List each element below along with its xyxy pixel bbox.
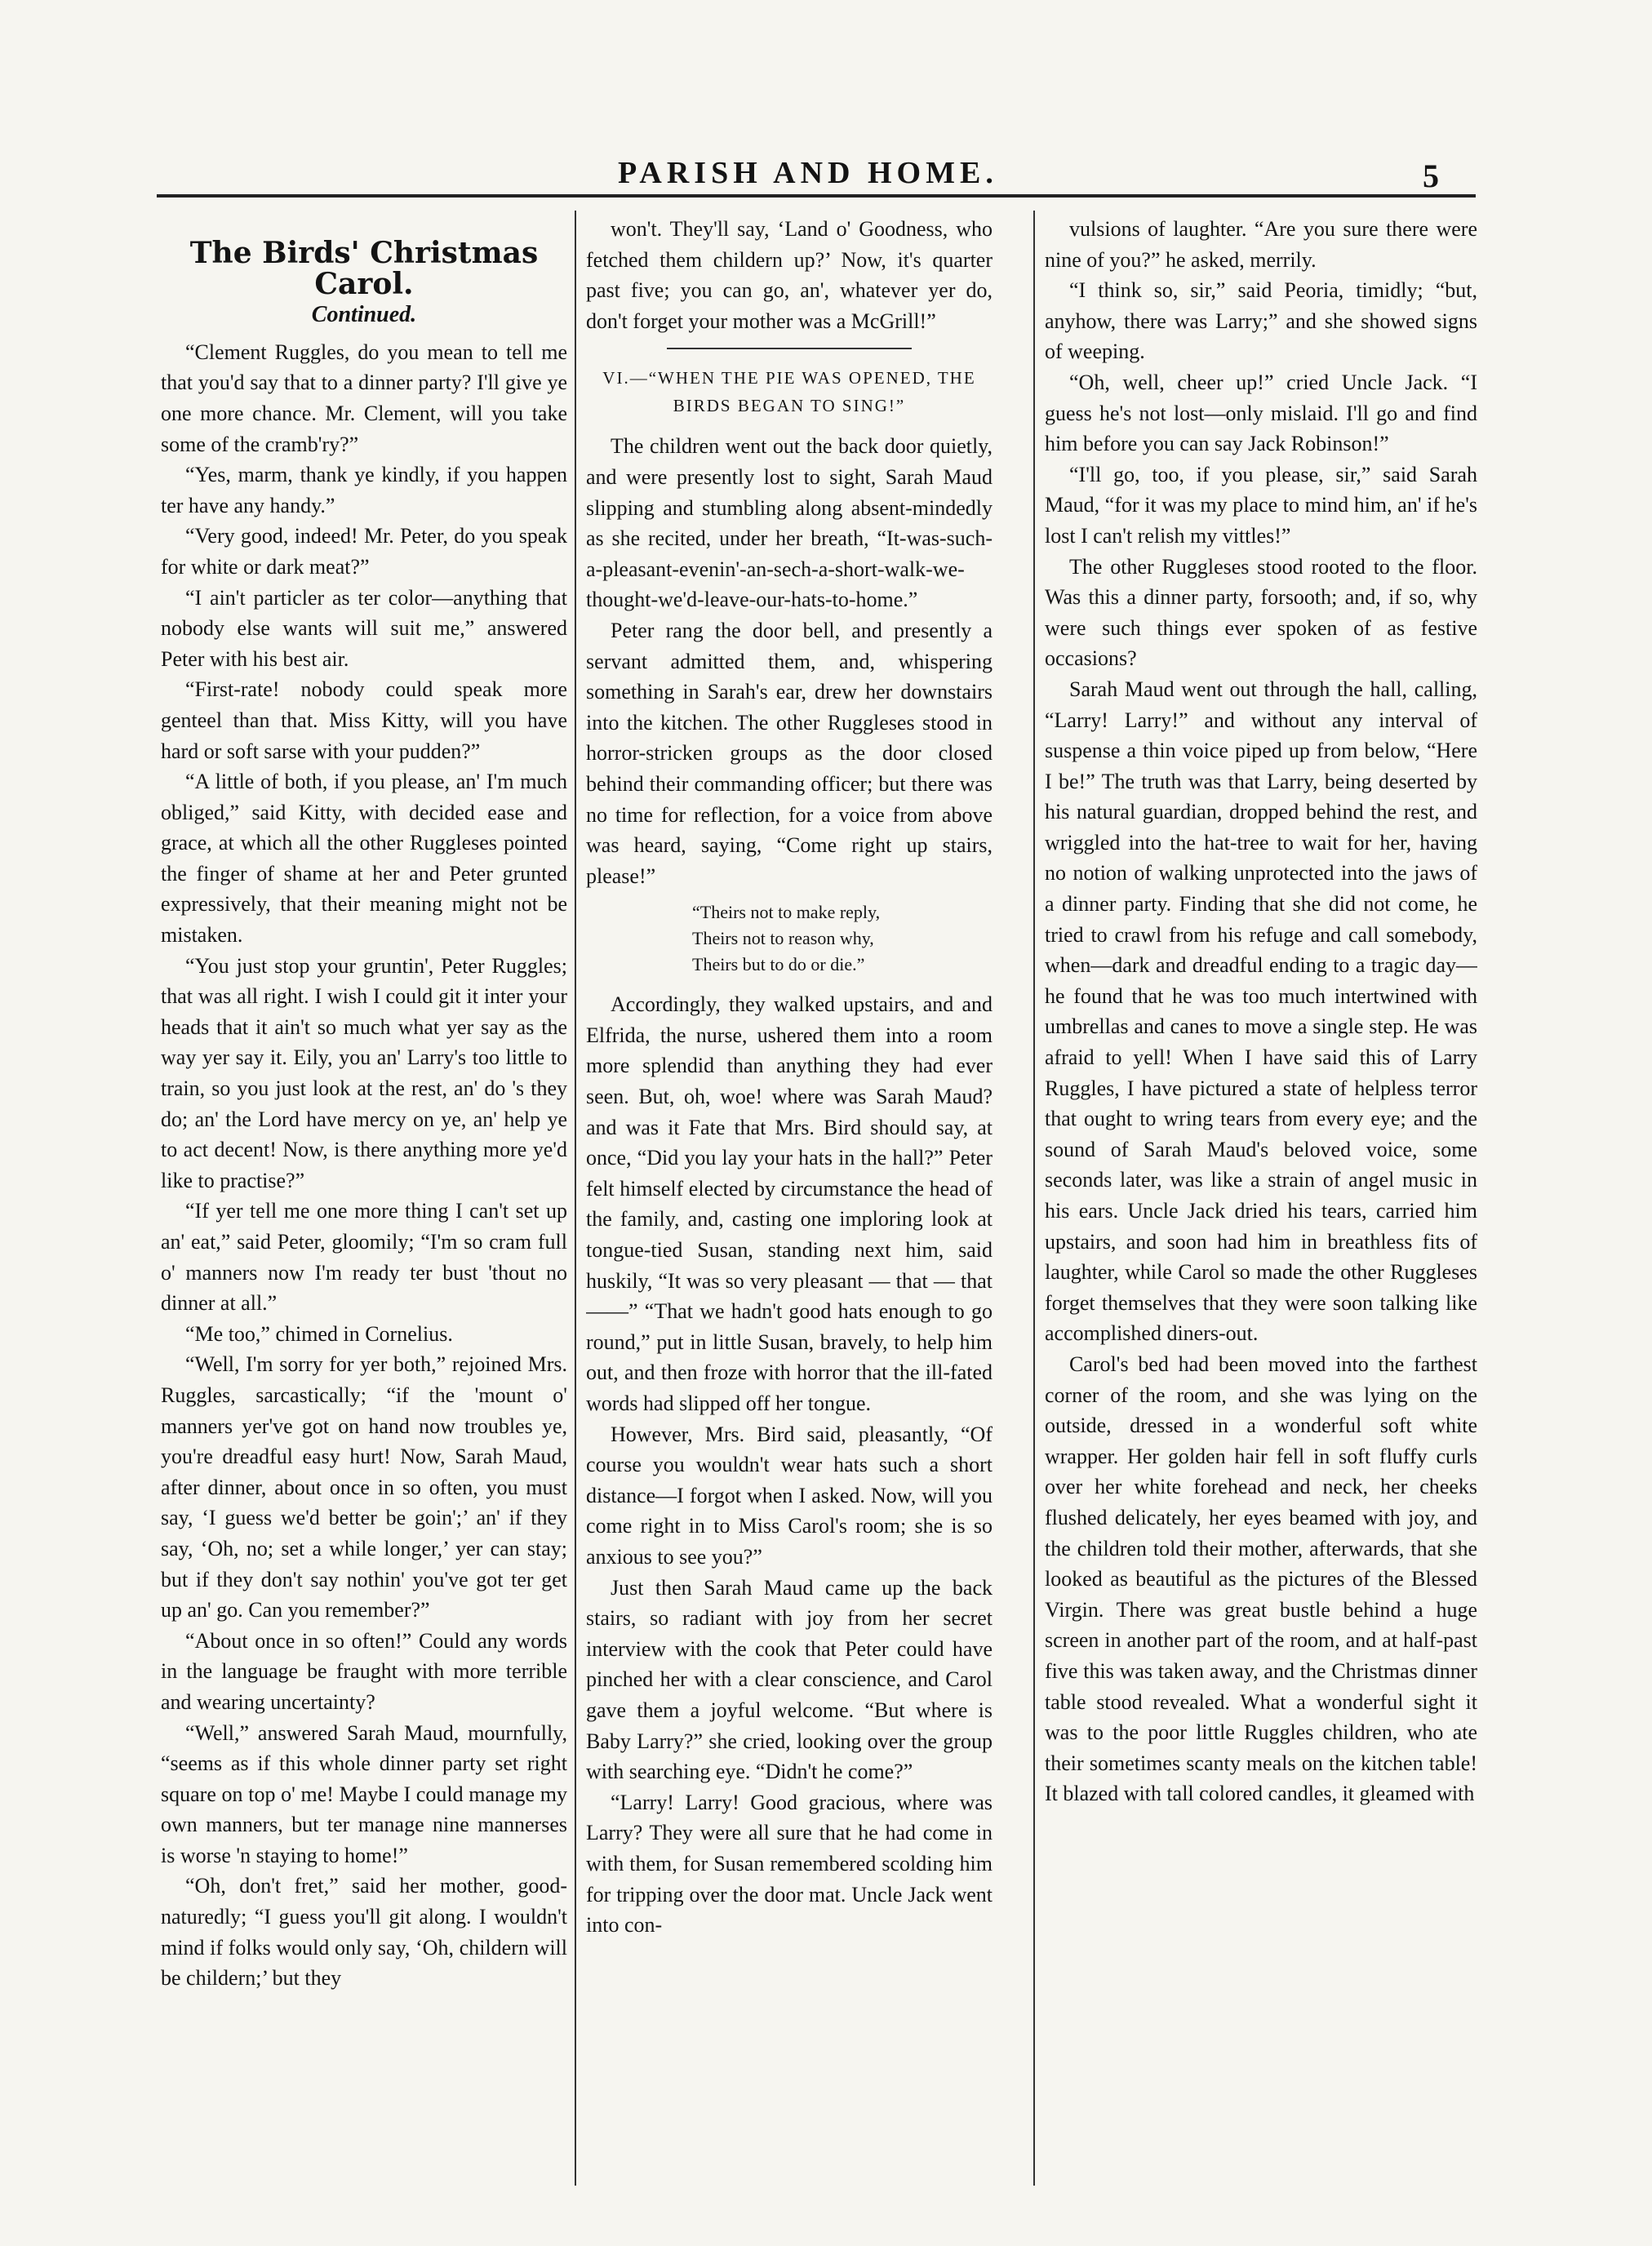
paragraph: vulsions of laughter. “Are you sure there were nine of you?” he asked, merrily. <box>1045 217 1477 272</box>
paragraph: The children went out the back door quietly, and were presently lost to sight, Sarah Maud slipping and stumbling along absent-mindedly as she recited, under her breath, “It-was-such-a-pleasant-evenin'-an-sech-a-short-walk-we-thought-we'd-leave-our-hats-to-home.” <box>586 434 993 612</box>
paragraph: Accordingly, they walked upstairs, and and Elfrida, the nurse, ushered them into a room more splendid than anything they had ever seen. But, oh, woe! where was Sarah Maud? and was it Fate that Mrs. Bird should say, at once, “Did you lay your hats in the hall?” Peter felt himself elected by circumstance the head of the family, and, casting one imploring look at tongue-tied Susan, standing next him, said huskily, “It was so very pleasant — that — that——” “That we hadn't good hats enough to go round,” put in little Susan, bravely, to help him out, and then froze with horror that the ill-fated words had slipped off her tongue. <box>586 992 993 1415</box>
column-3 <box>1045 214 1477 2189</box>
column-2-closing <box>586 989 993 1940</box>
page-header <box>0 155 1652 196</box>
column-3-body <box>1045 214 1477 1809</box>
paragraph: Sarah Maud went out through the hall, calling, “Larry! Larry!” and without any interval of suspense a thin voice piped up from below, “Here I be!” The truth was that Larry, being deserted by his natural guardian, dropped behind the rest, and wriggled into the hat-tree to wait for her, having no notion of walking unprotected into the jaws of a dinner party. Finding that she did not come, he tried to crawl from his refuge and call somebody, when—dark and dreadful ending to a tragic day—he found that he was too much intertwined with umbrellas and canes to move a single step. He was afraid to yell! When I have said this of Larry Ruggles, I have pictured a state of helpless terror that ought to wring tears from every eye; and the sound of Sarah Maud's beloved voice, some seconds later, was like a strain of angel music in his ears. Uncle Jack dried his tears, carried him upstairs, and soon had him in breathless fits of laughter, while Carol so made the other Ruggleses forget themselves that they were soon talking like accomplished diners-out. <box>1045 677 1477 1346</box>
paragraph: “I think so, sir,” said Peoria, timidly; “but, anyhow, there was Larry;” and she showed signs of weeping. <box>1045 278 1477 364</box>
paragraph: Peter rang the door bell, and presently a servant admitted them, and, whispering something in Sarah's ear, drew her downstairs into the kitchen. The other Ruggleses stood in horror-stricken groups as the door closed behind their commanding officer; but there was no time for reflection, for a voice from above was heard, saying, “Come right up stairs, please!” <box>586 618 993 888</box>
paragraph: Just then Sarah Maud came up the back stairs, so radiant with joy from her secret interview with the cook that Peter could have pinched her with a clear conscience, and Carol gave them a joyful welcome. “But where is Baby Larry?” she cried, looking over the group with searching eye. “Didn't he come?” <box>586 1575 993 1784</box>
paragraph: “You just stop your gruntin', Peter Ruggles; that was all right. I wish I could git it inter your heads that it ain't so much what yer say as the way yer say it. Eily, you an' Larry's too little to train, so you just look at the rest, an' do 's they do; an' the Lord have mercy on ye, an' help ye to act decent! Now, is there anything more ye'd like to practise?” <box>161 953 567 1192</box>
section-heading: VI.—“WHEN THE PIE WAS OPENED, THE BIRDS BEGAN TO SING!” <box>602 368 976 416</box>
poem-line: “Theirs not to make reply, <box>692 902 881 923</box>
paragraph: “A little of both, if you please, an' I'm much obliged,” said Kitty, with decided ease and grace, at which all the other Ruggleses pointed the finger of shame at her and Peter grunted expressively, that their meaning might not be mistaken. <box>161 770 567 948</box>
paragraph: won't. They'll say, ‘Land o' Goodness, who fetched them childern up?’ Now, it's quarter past five; you can go, an', whatever yer do, don't forget your mother was a McGrill!” <box>586 217 993 333</box>
paragraph: “Me too,” chimed in Cornelius. <box>185 1321 453 1346</box>
paragraph: “I ain't particler as ter color—anything that nobody else wants will suit me,” answered Peter with his best air. <box>161 585 567 671</box>
paragraph: “Well,” answered Sarah Maud, mournfully, “seems as if this whole dinner party set right square on top o' me! Maybe I could manage my own manners, but ter manage nine mannerses is worse 'n staying to home!” <box>161 1720 567 1867</box>
column-2-opening <box>586 214 993 336</box>
paragraph: The other Ruggleses stood rooted to the floor. Was this a dinner party, forsooth; and, if so, why were such things ever spoken of as festive occasions? <box>1045 554 1477 671</box>
paragraph: “Very good, indeed! Mr. Peter, do you speak for white or dark meat?” <box>161 524 567 579</box>
section-rule <box>667 348 912 349</box>
article-title-block <box>161 238 567 331</box>
paragraph: “First-rate! nobody could speak more genteel than that. Miss Kitty, will you have hard or soft sarse with your pudden?” <box>161 677 567 763</box>
page-number: 5 <box>1423 158 1439 194</box>
paragraph: “Larry! Larry! Good gracious, where was Larry? They were all sure that he had come in with them, for Susan remembered scolding him for tripping over the door mat. Uncle Jack went into con- <box>586 1790 993 1938</box>
column-2 <box>586 214 993 2189</box>
column-divider <box>1033 211 1035 2186</box>
article-title: The Birds' Christmas Carol. <box>189 236 539 301</box>
header-rule <box>157 194 1476 198</box>
paragraph: “Clement Ruggles, do you mean to tell me that you'd say that to a dinner party? I'll give ye one more chance. Mr. Clement, will you take some of the cramb'ry?” <box>161 340 567 456</box>
paragraph: “About once in so often!” Could any words in the language be fraught with more terrible and wearing uncertainty? <box>161 1628 567 1714</box>
paragraph: However, Mrs. Bird said, pleasantly, “Of course you wouldn't wear hats such a short distance—I forgot when I asked. Now, will you come right in to Miss Carol's room; she is so anxious to see you?” <box>586 1422 993 1569</box>
poem-line: Theirs not to reason why, <box>692 928 874 949</box>
paragraph: “Oh, don't fret,” said her mother, good-naturedly; “I guess you'll git along. I wouldn't mind if folks would only say, ‘Oh, childern will be childern;’ but they <box>161 1874 567 1991</box>
column-divider <box>575 211 576 2186</box>
column-1-body <box>161 337 567 1994</box>
paragraph: “I'll go, too, if you please, sir,” said Sarah Maud, “for it was my place to mind him, an' if he's lost I can't relish my vittles!” <box>1045 462 1477 548</box>
poem-quote <box>692 899 993 978</box>
poem-line: Theirs but to do or die.” <box>692 954 865 975</box>
paragraph: “If yer tell me one more thing I can't set up an' eat,” said Peter, gloomily; “I'm so cram full o' manners now I'm ready ter bust 'thout no dinner at all.” <box>161 1199 567 1316</box>
running-title: PARISH AND HOME. <box>618 156 998 190</box>
paragraph: “Oh, well, cheer up!” cried Uncle Jack. “I guess he's not lost—only mislaid. I'll go and find him before you can say Jack Robinson!” <box>1045 370 1477 456</box>
column-1 <box>161 214 567 2189</box>
column-2-middle <box>586 431 993 891</box>
paragraph: Carol's bed had been moved into the farthest corner of the room, and she was lying on the outside, dressed in a wonderful soft white wrapper. Her golden hair fell in soft fluffy curls over her white forehead and neck, her cheeks flushed delicately, her eyes beamed with joy, and the children told their mother, afterwards, that she looked as beautiful as the pictures of the Blessed Virgin. There was great bustle behind a huge screen in another part of the room, and at half-past five this was taken away, and the Christmas dinner table stood revealed. What a wonderful sight it was to the poor little Ruggles children, who ate their sometimes scanty meals on the kitchen table! It blazed with tall colored candles, it gleamed with <box>1045 1352 1477 1806</box>
continued-label: Continued. <box>311 302 417 328</box>
paragraph: “Well, I'm sorry for yer both,” rejoined Mrs. Ruggles, sarcastically; “if the 'mount o' manners yer've got on hand now troubles ye, you're dreadful easy hurt! Now, Sarah Maud, after dinner, about once in so often, you must say, ‘I guess we'd better be goin';’ an' if they say, ‘Oh, no; set a while longer,’ yer can stay; but if they don't say nothin' you've got ter get up an' go. Can you remember?” <box>161 1352 567 1622</box>
paragraph: “Yes, marm, thank ye kindly, if you happen ter have any handy.” <box>161 463 567 517</box>
